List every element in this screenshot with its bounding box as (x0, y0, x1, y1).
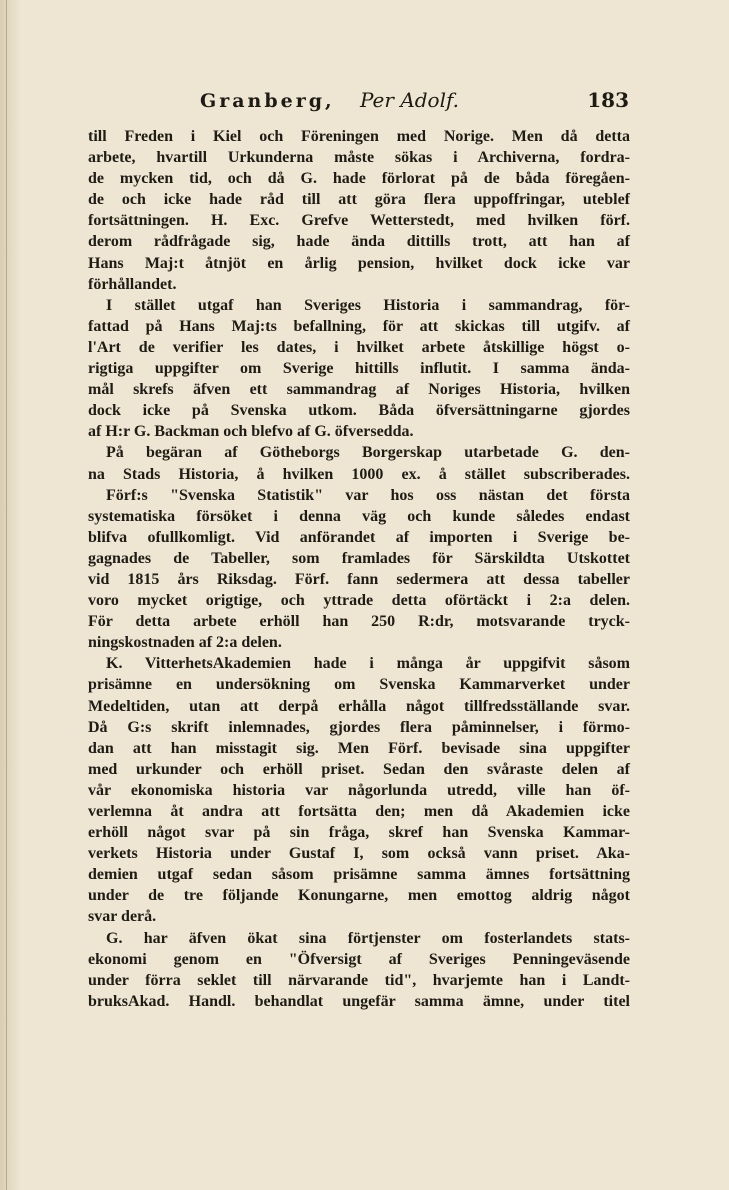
body-text (88, 126, 630, 1012)
text-line: under förra seklet till närvarande tid", hvarjemte han i Landt- (88, 971, 630, 989)
text-line: Då G:s skrift inlemnades, gjordes flera påminnelser, i förmo- (88, 718, 630, 736)
text-line: vid 1815 års Riksdag. Förf. fann sedermera att dessa tabeller (88, 570, 630, 588)
text-line: dan att han misstagit sig. Men Förf. bevisade sina uppgifter (88, 739, 630, 757)
text-line: G. har äfven ökat sina förtjenster om fosterlandets stats- (106, 929, 630, 947)
running-header (200, 86, 629, 116)
text-line: Förf:s "Svenska Statistik" var hos oss nästan det första (106, 486, 630, 504)
text-line: svar derå. (88, 908, 157, 926)
text-line: under de tre följande Konungarne, men emottog aldrig något (88, 887, 630, 905)
text-line: na Stads Historia, å hvilken 1000 ex. å stället subscriberades. (88, 465, 630, 483)
text-line: ningskostnaden af 2:a delen. (88, 634, 282, 652)
text-line: K. VitterhetsAkademien hade i många år uppgifvit såsom (106, 655, 630, 673)
text-line: blifva ofullkomligt. Vid anförandet af importen i Sverige be- (88, 528, 630, 546)
text-line: dock icke på Svenska utkom. Båda öfversättningarne gjordes (88, 402, 630, 420)
text-line: ekonomi genom en "Öfversigt af Sveriges Penningeväsende (88, 950, 630, 968)
header-first-name: Per Adolf. (360, 88, 460, 112)
text-line: l'Art de verifier les dates, i hvilket arbete åtskillige högst o- (88, 338, 630, 356)
gutter-rule (6, 0, 7, 1190)
text-line: systematiska försöket i denna väg och kunde således endast (88, 507, 630, 525)
text-line: med urkunder och erhöll priset. Sedan den svåraste delen af (88, 760, 630, 778)
text-line: de mycken tid, och då G. hade förlorat på de båda föregåen- (88, 170, 630, 188)
text-line: rigtiga uppgifter om Sverige hittills influtit. I samma ända- (88, 360, 630, 378)
text-line: På begäran af Götheborgs Borgerskap utarbetade G. den- (106, 444, 630, 462)
header-surname: Granberg, (200, 90, 335, 112)
text-line: Hans Maj:t åtnjöt en årlig pension, hvilket dock icke var (88, 254, 630, 272)
text-line: verkets Historia under Gustaf I, som också vann priset. Aka- (88, 845, 630, 863)
text-line: verlemna åt andra att fortsätta den; men då Akademien icke (88, 803, 630, 820)
text-line: erhöll något svar på sin fråga, skref han Svenska Kammar- (88, 824, 630, 842)
page-gutter (0, 0, 22, 1190)
text-line: Medeltiden, utan att derpå erhålla något tillfredsställande svar. (88, 697, 630, 715)
text-line: I stället utgaf han Sveriges Historia i sammandrag, för- (106, 296, 630, 314)
text-line: voro mycket origtige, och yttrade detta oförtäckt i 2:a delen. (88, 592, 630, 610)
text-line: För detta arbete erhöll han 250 R:dr, motsvarande tryck- (88, 613, 630, 631)
text-line: mål skrefs äfven ett sammandrag af Noriges Historia, hvilken (88, 381, 630, 399)
text-line: vår ekonomiska historia var någorlunda utredd, ville han öf- (88, 781, 630, 799)
page-number: 183 (587, 88, 629, 112)
text-line: derom rådfrågade sig, hade ända dittills trott, att han af (88, 233, 630, 251)
text-line: prisämne en undersökning om Svenska Kammarverket under (88, 676, 630, 694)
text-line: gagnades de Tabeller, som framlades för Särskildta Utskottet (88, 549, 630, 567)
text-line: bruksAkad. Handl. behandlat ungefär samma ämne, under titel (88, 992, 630, 1010)
text-line: fortsättningen. H. Exc. Grefve Wetterstedt, med hvilken förf. (88, 212, 630, 230)
text-line: af H:r G. Backman och blefvo af G. öfversedda. (88, 423, 414, 441)
text-line: arbete, hvartill Urkunderna måste sökas i Archiverna, fordra- (88, 149, 630, 167)
text-line: de och icke hade råd till att göra flera uppoffringar, uteblef (88, 191, 630, 209)
text-line: fattad på Hans Maj:ts befallning, för att skickas till utgifv. af (88, 317, 630, 335)
text-line: förhållandet. (88, 275, 177, 293)
text-line: demien utgaf sedan såsom prisämne samma ämnes fortsättning (88, 866, 630, 884)
text-line: till Freden i Kiel och Föreningen med Norige. Men då detta (88, 128, 630, 145)
